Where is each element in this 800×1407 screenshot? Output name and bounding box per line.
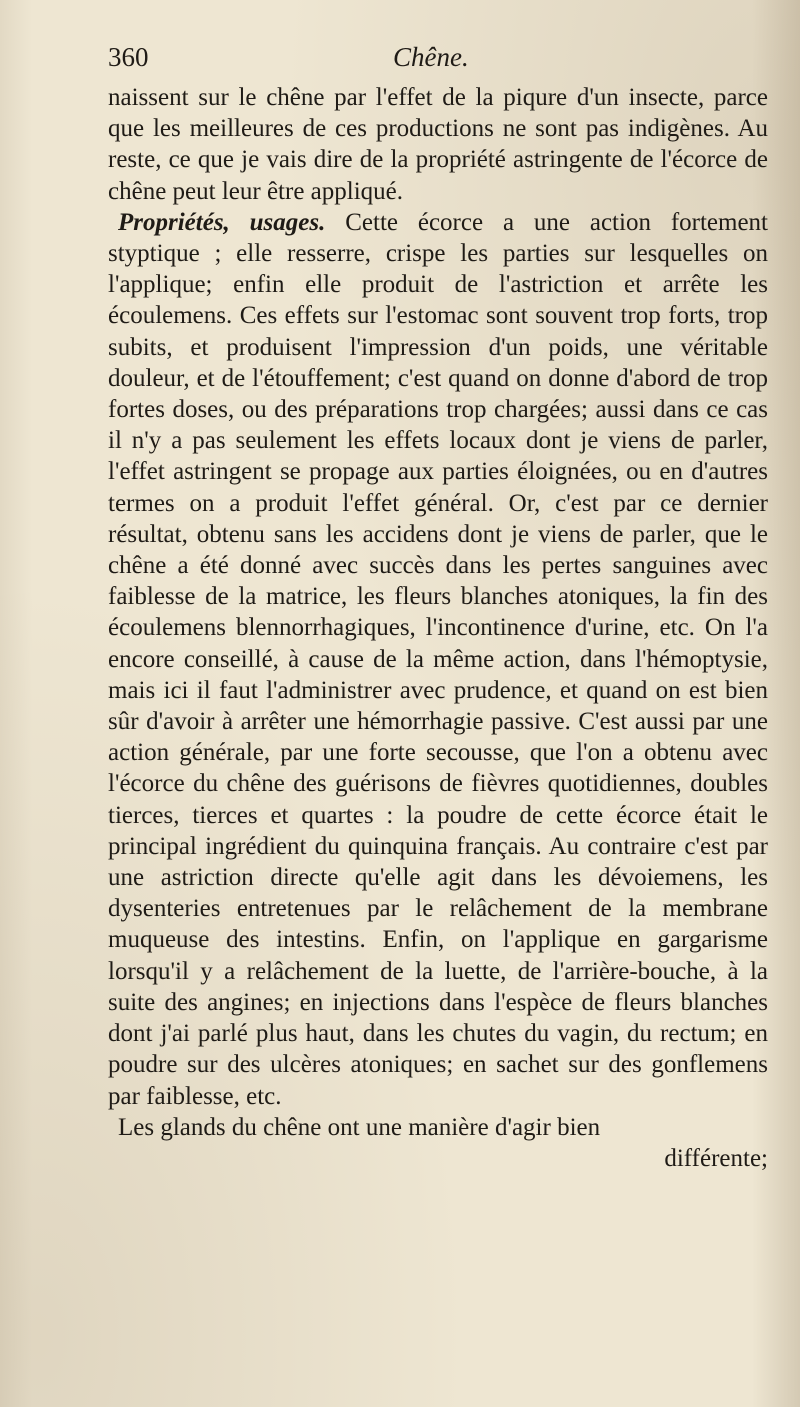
paragraph-acorns: Les glands du chêne ont une manière d'agir bien [118, 1113, 601, 1141]
paragraph-intro: naissent sur le chêne par l'effet de la piqure d'un insecte, parce que les meilleures de ces productions ne sont pas indigènes. Au reste, ce que je vais dire de la propriété astringente de l'écorce de chêne peut leur être appliqué. [108, 84, 768, 205]
running-head: Chêne. [393, 42, 469, 72]
section-title: Propriétés, usages. [118, 208, 326, 236]
book-page [108, 36, 768, 1174]
page-header [108, 36, 768, 82]
paragraph-properties-text: Cette écorce a une action fortement styptique ; elle resserre, crispe les parties sur lesquelles on l'applique; enfin elle produit de l'astriction et arrête les écoulemens. Ces effets sur l'estomac sont souvent trop forts, trop subits, et produisent l'impression d'un poids, une véritable douleur, et de l'étouffement; c'est quand on donne d'abord de trop fortes doses, ou des préparations trop chargées; aussi dans ce cas il n'y a pas seulement les effets locaux dont je viens de parler, l'effet astringent se propage aux parties éloignées, ou en d'autres termes on a produit l'effet général. Or, c'est par ce dernier résultat, obtenu sans les accidens dont je viens de parler, que le chêne a été donné avec succès dans les pertes sanguines avec faiblesse de la matrice, les fleurs blanches atoniques, la fin des écoulemens blennorrhagiques, l'incontinence d'urine, etc. On l'a encore conseillé, à cause de la même action, dans l'hémoptysie, mais ici il faut l'administrer avec prudence, et quand on est bien sûr d'avoir à arrêter une hémorrhagie passive. C'est aussi par une action générale, par une forte secousse, que l'on a obtenu avec l'écorce du chêne des guérisons de fièvres quotidiennes, doubles tierces, tierces et quartes : la poudre de cette écorce était le principal ingrédient du quinquina français. Au contraire c'est par une astriction directe qu'elle agit dans les dévoiemens, les dysenteries entretenues par le relâchement de la membrane muqueuse des intestins. Enfin, on l'applique en gargarisme lorsqu'il y a relâchement de la luette, de l'arrière-bouche, à la suite des angines; en injections dans l'espèce de fleurs blanches dont j'ai parlé plus haut, dans les chutes du vagin, du rectum; en poudre sur des ulcères atoniques; en sachet sur des gonflemens par faiblesse, etc. [108, 208, 768, 1110]
page-number: 360 [108, 42, 149, 72]
paragraph-properties [108, 207, 768, 1112]
paragraph-acorns-tail: différente; [664, 1144, 768, 1172]
body-text [108, 82, 768, 1174]
